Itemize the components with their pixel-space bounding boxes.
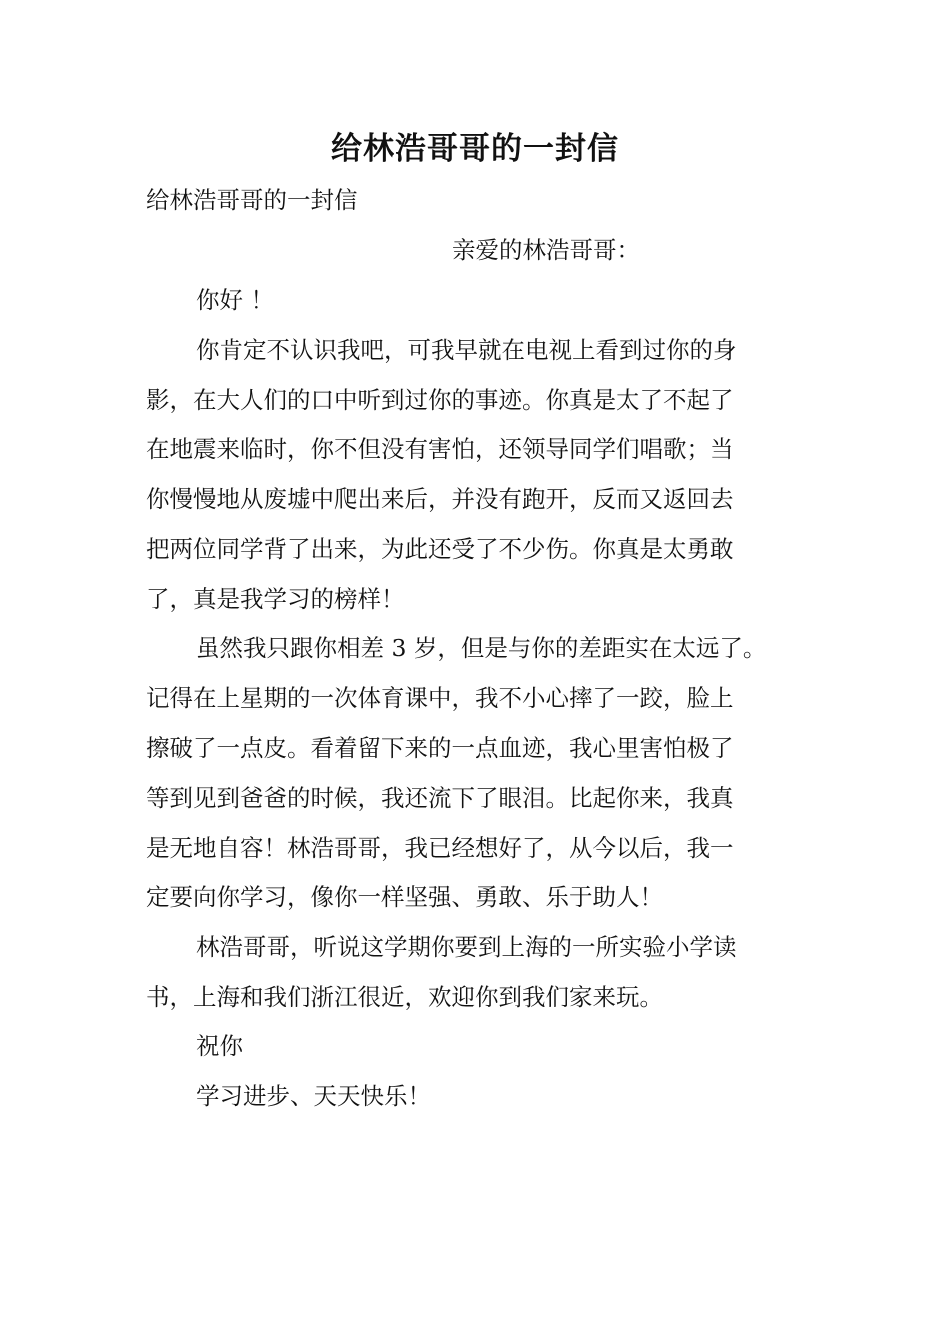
- document-subtitle: 给林浩哥哥的一封信: [146, 186, 358, 214]
- body-line: 定要向你学习，像你一样坚强、勇敢、乐于助人！: [146, 883, 663, 911]
- body-line: 把两位同学背了出来，为此还受了不少伤。你真是太勇敢: [146, 535, 734, 563]
- body-line: 等到见到爸爸的时候，我还流下了眼泪。比起你来，我真: [146, 784, 734, 812]
- body-line: 你慢慢地从废墟中爬出来后，并没有跑开，反而又返回去: [146, 485, 734, 513]
- closing-blessing: 学习进步、天天快乐！: [196, 1082, 431, 1110]
- body-line: 了，真是我学习的榜样！: [146, 585, 405, 613]
- body-line: 是无地自容！林浩哥哥，我已经想好了，从今以后，我一: [146, 834, 734, 862]
- greeting: 你好 ！: [196, 286, 274, 314]
- body-line: 影，在大人们的口中听到过你的事迹。你真是太了不起了: [146, 386, 734, 414]
- body-line: 在地震来临时，你不但没有害怕，还领导同学们唱歌；当: [146, 435, 734, 463]
- body-line: 你肯定不认识我吧，可我早就在电视上看到过你的身: [196, 336, 737, 364]
- body-line: 林浩哥哥，听说这学期你要到上海的一所实验小学读: [196, 933, 737, 961]
- salutation: 亲爱的林浩哥哥：: [452, 236, 640, 264]
- closing-wish: 祝你: [196, 1032, 243, 1060]
- document-title: 给林浩哥哥的一封信: [331, 131, 619, 167]
- body-line: 虽然我只跟你相差 3 岁，但是与你的差距实在太远了。: [196, 634, 767, 662]
- body-line: 擦破了一点皮。看着留下来的一点血迹，我心里害怕极了: [146, 734, 734, 762]
- body-line: 记得在上星期的一次体育课中，我不小心摔了一跤，脸上: [146, 684, 734, 712]
- body-line: 书，上海和我们浙江很近，欢迎你到我们家来玩。: [146, 983, 663, 1011]
